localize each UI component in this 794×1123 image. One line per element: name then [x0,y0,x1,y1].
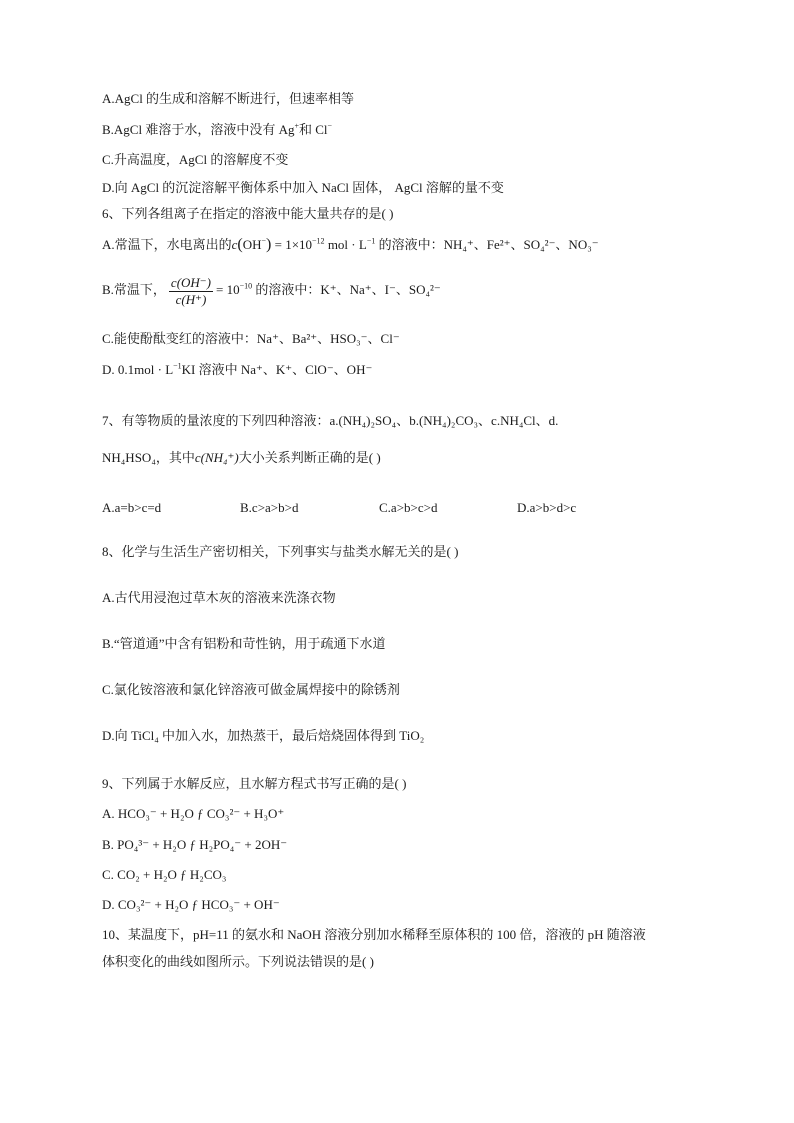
q7-solution-c: NH₄Cl [500,413,536,428]
q6-option-b-numerator: c(OH⁻) [170,274,211,290]
q8-option-d: D.向 TiCl₄ 中加入水，加热蒸干，最后焙烧固体得到 TiO₂ [102,728,425,743]
q7-solution-b: (NH₄)₂CO₃ [418,413,479,428]
q8-option-a: A.古代用浸泡过草木灰的溶液来洗涤衣物 [102,590,336,605]
q5-option-b: B.AgCl 难溶于水，溶液中没有 Ag+和 Cl− [102,121,333,137]
q6-stem: 6、下列各组离子在指定的溶液中能大量共存的是( ) [102,206,394,221]
q7-stem-line1 [102,412,558,430]
q6-option-c [102,330,400,348]
q5-option-b-mid: 和 Cl [299,122,328,137]
q6-option-a-post: 的溶液中： [375,237,444,252]
q6-option-c-ions: Na⁺、Ba²⁺、HSO₃⁻、Cl⁻ [256,331,400,346]
q9-stem: 9、下列属于水解反应，且水解方程式书写正确的是( ) [102,776,407,791]
q6-option-a-expr: = 1×10 [274,237,313,252]
q7-option-a: A.a=b>c=d [102,500,162,515]
q7-solution-a: (NH₄)₂SO₄ [338,413,397,428]
q7-solution-d: NH₄HSO₄ [102,450,156,465]
q6-option-a-exp: −12 [312,236,325,246]
q9-option-c: C. CO₂ + H₂O ƒ H₂CO₃ [102,867,227,882]
q6-option-b-fraction [169,275,213,308]
q8-option-b: B.“管道通”中含有铝粉和苛性钠，用于疏通下水道 [102,636,386,651]
q6-option-b-text: B.常温下， [102,282,166,297]
q9-option-d: D. CO₃²⁻ + H₂O ƒ HCO₃⁻ + OH⁻ [102,897,280,912]
q6-option-b [102,272,441,308]
q6-option-a-unit: mol · L [324,237,367,252]
q6-option-a-ions: NH₄⁺、Fe²⁺、SO₄²⁻、NO₃⁻ [443,237,599,252]
q10-stem-line2: 体积变化的曲线如图所示。下列说法错误的是( ) [102,954,374,969]
q6-option-a: A.常温下，水电离出的$c(OH^-) = 1\times 10^{-12}$ mol · $L^{-1}$ 的溶液中：NH₄⁺、Fe²⁺、SO₄²⁻、NO₃⁻ [102,236,599,253]
q9-option-a: A. HCO₃⁻ + H₂O ƒ CO₃²⁻ + H₃O⁺ [102,806,285,821]
q8-option-c: C.氯化铵溶液和氯化锌溶液可做金属焊接中的除锈剂 [102,682,400,697]
q7-concentration: c(NH₄⁺) [194,450,239,465]
q6-option-b-post: 的溶液中： [252,282,321,297]
q7-option-b: B.c>a>b>d [240,500,299,515]
q5-option-a: A.AgCl 的生成和溶解不断进行，但速率相等 [102,91,355,106]
q7-sep-c: 、c. [478,413,501,428]
q10-stem-line1: 10、某温度下，pH=11 的氨水和 NaOH 溶液分别加水稀释至原体积的 100 倍，溶液的 pH 随溶液 [102,927,646,942]
q8-stem: 8、化学与生活生产密切相关，下列事实与盐类水解无关的是( ) [102,544,459,559]
q7-stem-text: 7、有等物质的量浓度的下列四种溶液：a. [102,413,339,428]
q7-option-c: C.a>b>c>d [379,500,438,515]
q6-option-b-ions: K⁺、Na⁺、I⁻、SO₄²⁻ [320,282,441,297]
q7-stem-end: 大小关系判断正确的是( ) [238,450,381,465]
q6-option-b-exp: −10 [239,281,253,291]
q6-option-c-text: C.能使酚酞变红的溶液中： [102,331,257,346]
q7-stem-line2 [102,449,381,467]
q7-stem-mid: ，其中 [155,450,195,465]
q6-option-b-rhs: = 10 [216,282,240,297]
q7-sep-d: 、d. [535,413,559,428]
q6-option-a-text: A.常温下，水电离出的 [102,237,232,252]
q7-option-d: D.a>b>d>c [517,500,577,515]
q9-option-b: B. PO₄³⁻ + H₂O ƒ H₂PO₄⁻ + 2OH⁻ [102,837,288,852]
q7-sep-b: 、b. [396,413,419,428]
q5-option-d: D.向 AgCl 的沉淀溶解平衡体系中加入 NaCl 固体， AgCl 溶解的量不变 [102,180,504,195]
q6-option-b-denominator: c(H⁺) [175,291,207,307]
q6-option-d-post: KI 溶液中 Na⁺、K⁺、ClO⁻、OH⁻ [181,362,373,377]
q5-option-b-text: B.AgCl 难溶于水，溶液中没有 Ag [102,122,295,137]
q6-option-d: D. $0.1mol \cdot L^{-1}KI$ 溶液中 Na⁺、K⁺、ClO⁻、OH⁻ [102,361,373,377]
q5-option-c: C.升高温度，AgCl 的溶解度不变 [102,152,289,167]
q6-option-d-text: D. 0.1mol · L [102,362,174,377]
